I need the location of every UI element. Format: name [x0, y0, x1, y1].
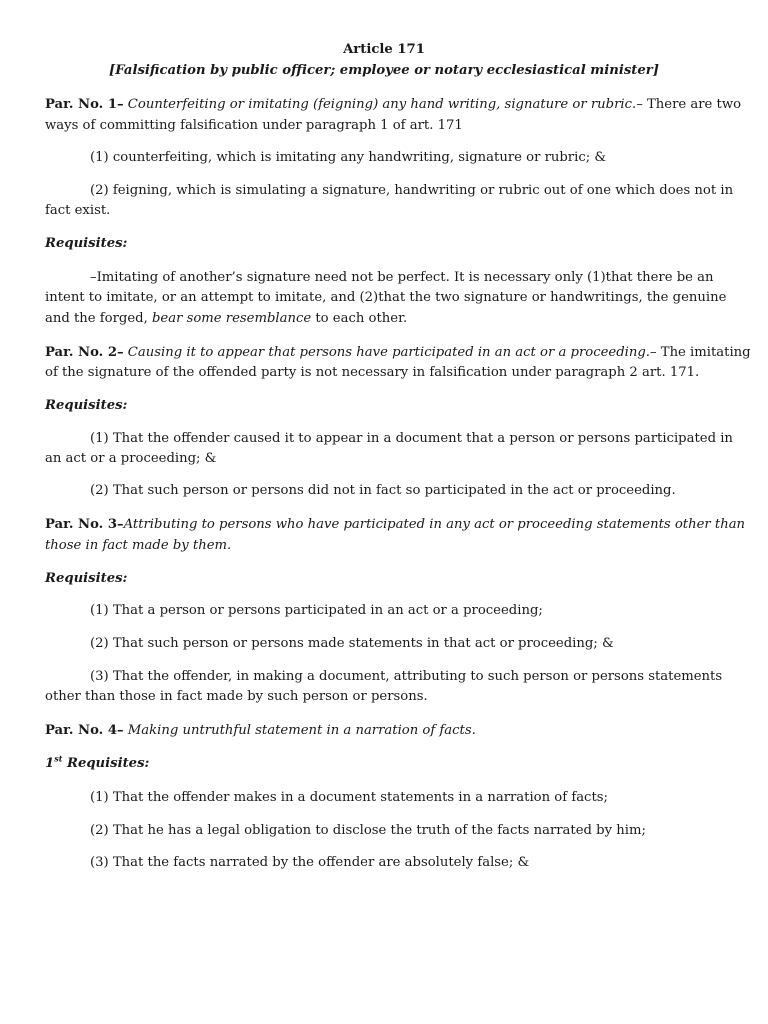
par3-heading-line1	[45, 515, 746, 536]
par3-label: Par. No. 3–	[45, 517, 124, 532]
par1-label: Par. No. 1–	[45, 97, 124, 112]
par1-text: – There are two	[636, 97, 742, 112]
par2-heading-line	[45, 343, 751, 364]
par1-heading-line	[45, 95, 742, 116]
par1-item2-line2: fact exist.	[45, 203, 111, 218]
par3-item1: (1) That a person or persons participated in an act or a proceeding;	[90, 603, 543, 618]
emphasis-text: bear some resemblance	[151, 311, 312, 326]
par3-heading-line2: those in fact made by them.	[45, 538, 232, 553]
par2-label: Par. No. 2–	[45, 345, 124, 360]
par4-item2: (2) That he has a legal obligation to disclose the truth of the facts narrated by him;	[90, 823, 646, 838]
par1-req-line2: intent to imitate, or an attempt to imitate, and (2)that the two signature or handwritings, the genuine	[45, 290, 727, 305]
par3-requisites-label: Requisites:	[45, 571, 128, 586]
par3-item3-line1: (3) That the offender, in making a document, attributing to such person or persons statements	[90, 669, 723, 684]
par4-item1: (1) That the offender makes in a document statements in a narration of facts;	[90, 790, 608, 805]
par1-item1: (1) counterfeiting, which is imitating any handwriting, signature or rubric; &	[90, 150, 607, 165]
par2-heading: Causing it to appear that persons have participated in an act or a proceeding.	[123, 345, 650, 360]
par4-heading-line	[45, 721, 725, 742]
par2-text: – The imitating	[649, 345, 751, 360]
par4-label: Par. No. 4–	[45, 723, 124, 738]
par2-text-line2: of the signature of the offended party is not necessary in falsification under paragraph 2 art. 171.	[45, 365, 700, 380]
par3-item3-line2: other than those in fact made by such person or persons.	[45, 689, 428, 704]
par4-requisites-label: 1st Requisites:	[45, 753, 150, 771]
par2-item2: (2) That such person or persons did not in fact so participated in the act or proceeding.	[90, 483, 676, 498]
par4-heading: Making untruthful statement in a narration of facts.	[123, 723, 476, 738]
article-title: Article 171	[343, 42, 425, 57]
par4-item3: (3) That the facts narrated by the offender are absolutely false; &	[90, 855, 530, 870]
par1-text-line2: ways of committing falsification under paragraph 1 of art. 171	[45, 118, 463, 133]
par1-item2-line1: (2) feigning, which is simulating a signature, handwriting or rubric out of one which does not in	[90, 183, 734, 198]
par3-item2: (2) That such person or persons made statements in that act or proceeding; &	[90, 636, 614, 651]
par1-heading: Counterfeiting or imitating (feigning) any hand writing, signature or rubric.	[123, 97, 637, 112]
par1-req-line1: –Imitating of another’s signature need not be perfect. It is necessary only (1)that there be an	[90, 270, 714, 285]
par3-heading: Attributing to persons who have participated in any act or proceeding statements other than	[123, 517, 746, 532]
article-subtitle: [Falsification by public officer; employee or notary ecclesiastical minister]	[109, 63, 659, 78]
par1-req-line3: and the forged, bear some resemblance to each other.	[45, 311, 408, 326]
par2-item1-line1: (1) That the offender caused it to appear in a document that a person or persons participated in	[90, 431, 733, 446]
par1-requisites-label: Requisites:	[45, 236, 128, 251]
par2-requisites-label: Requisites:	[45, 398, 128, 413]
par2-item1-line2: an act or a proceeding; &	[45, 451, 217, 466]
